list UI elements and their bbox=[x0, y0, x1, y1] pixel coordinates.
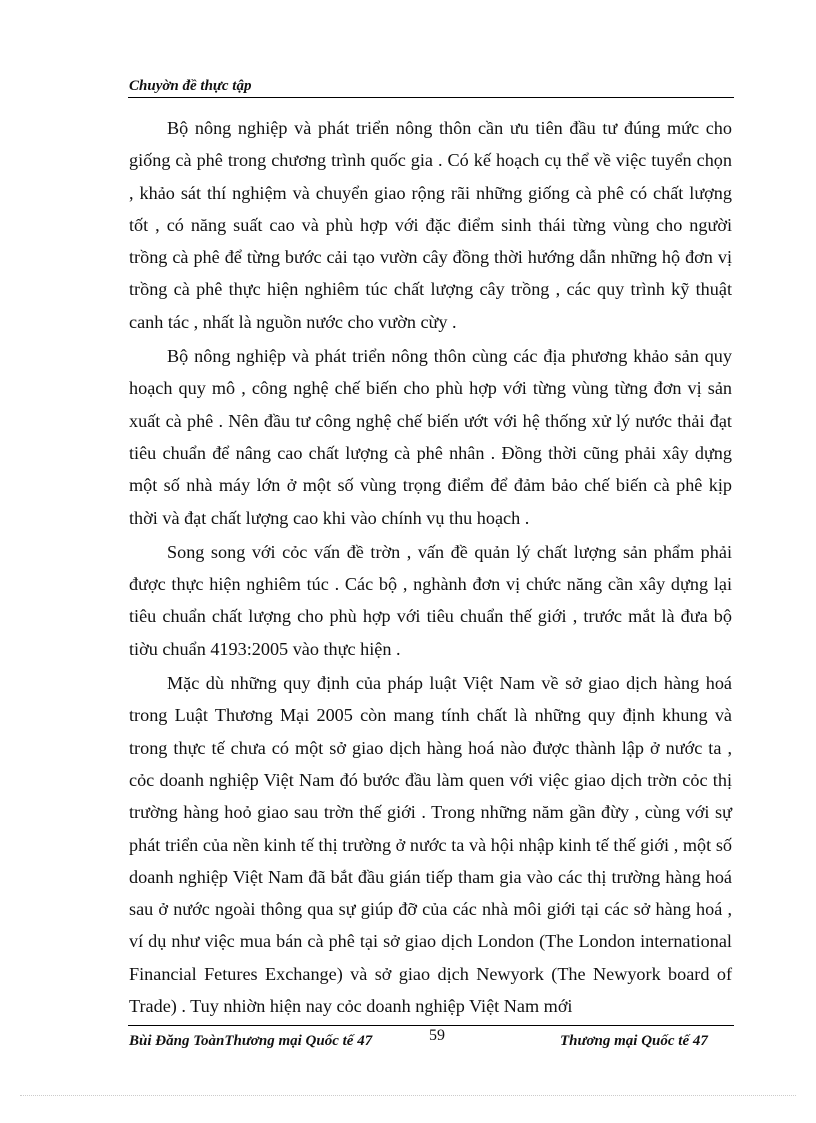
page-number: 59 bbox=[429, 1027, 445, 1044]
paragraph: Mặc dù những quy định của pháp luật Việt Nam về sở giao dịch hàng hoá trong Luật Thương Mại 2005 còn mang tính chất là những quy định khung và trong thực tế chưa có một sở giao dịch hàng hoá nào được thành lập ở nước ta , cỏc doanh nghiệp Việt Nam đó bước đầu làm quen với việc giao dịch trờn cỏc thị trường hàng hoỏ giao sau trờn thế giới . Trong những năm gần đừy , cùng với sự phát triển của nền kinh tế thị trường ở nước ta và hội nhập kinh tế thế giới , một số doanh nghiệp Việt Nam đã bắt đầu gián tiếp tham gia vào các thị trường hàng hoá sau ở nước ngoài thông qua sự giúp đỡ của các nhà môi giới tại các sở hàng hoá , ví dụ như việc mua bán cà phê tại sở giao dịch London (The London international Financial Fetures Exchange) và sở giao dịch Newyork (The Newyork board of Trade) . Tuy nhiờn hiện nay cỏc doanh nghiệp Việt Nam mới bbox=[129, 673, 732, 1017]
paragraph: Bộ nông nghiệp và phát triển nông thôn cần ưu tiên đầu tư đúng mức cho giống cà phê trong chương trình quốc gia . Có kế hoạch cụ thể về việc tuyển chọn , khảo sát thí nghiệm và chuyển giao rộng rãi những giống cà phê có chất lượng tốt , có năng suất cao và phù hợp với đặc điểm sinh thái từng vùng cho người trồng cà phê để từng bước cải tạo vườn cây đồng thời hướng dẫn những hộ đơn vị trồng cà phê thực hiện nghiêm túc chất lượng cây trồng , các quy trình kỹ thuật canh tác , nhất là nguồn nước cho vườn cừy . bbox=[129, 118, 732, 332]
page-break-divider bbox=[20, 1095, 796, 1096]
footer-author: Bùi Đăng ToànThương mại Quốc tế 47 bbox=[129, 1033, 373, 1049]
footer-department: Thương mại Quốc tế 47 bbox=[560, 1033, 708, 1049]
paragraph: Bộ nông nghiệp và phát triển nông thôn cùng các địa phương khảo sản quy hoạch quy mô , công nghệ chế biến cho phù hợp với từng vùng từng đơn vị sản xuất cà phê . Nên đầu tư công nghệ chế biến ướt với hệ thống xử lý nước thải đạt tiêu chuẩn để nâng cao chất lượng cà phê nhân . Đồng thời cũng phải xây dựng một số nhà máy lớn ở một số vùng trọng điểm để đảm bảo chế biến cà phê kịp thời và đạt chất lượng cao khi vào chính vụ thu hoạch . bbox=[129, 346, 732, 528]
running-header-title: Chuyờn đề thực tập bbox=[129, 78, 252, 94]
document-body bbox=[129, 112, 732, 1024]
paragraph: Song song với cỏc vấn đề trờn , vấn đề quản lý chất lượng sản phẩm phải được thực hiện nghiêm túc . Các bộ , nghành đơn vị chức năng cần xây dựng lại tiêu chuẩn chất lượng cho phù hợp với tiêu chuẩn thế giới , trước mắt là đưa bộ tiờu chuẩn 4193:2005 vào thực hiện . bbox=[129, 541, 732, 659]
header-divider bbox=[128, 97, 734, 98]
